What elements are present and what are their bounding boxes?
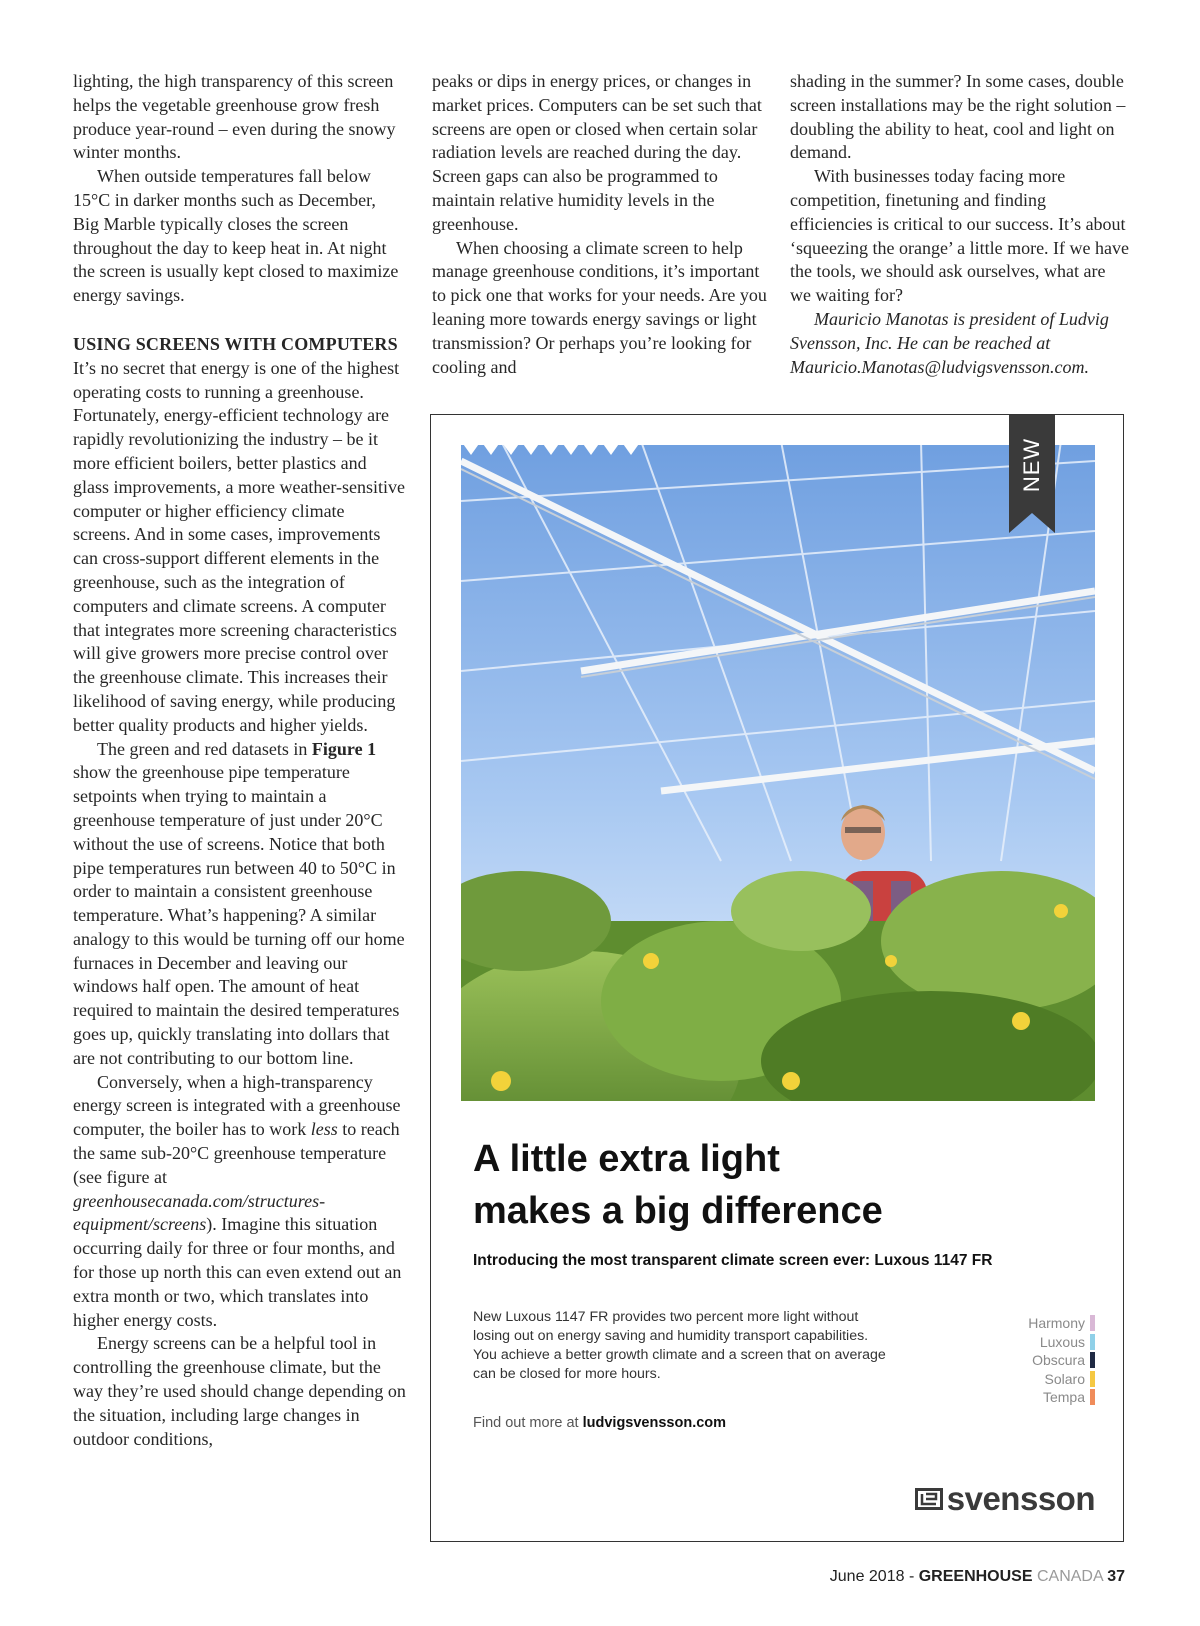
paragraph: Energy screens can be a helpful tool in controlling the greenhouse climate, but the way they’re used should change depending on the situation, including large changes in outdoor conditions,: [73, 1333, 406, 1449]
cta-prefix: Find out more at: [473, 1415, 583, 1431]
issue-date: June 2018 -: [829, 1568, 919, 1585]
product-item: [1028, 1351, 1095, 1370]
ad-photo: [461, 441, 1095, 1101]
page-footer: [830, 1568, 1125, 1586]
color-swatch: [1090, 1352, 1095, 1368]
article-column-1: [73, 70, 406, 1451]
product-item: [1028, 1314, 1095, 1333]
paragraph: It’s no secret that energy is one of the highest operating costs to running a greenhouse. Fortunately, energy-efficient technology are rapidly revolutionizing the industry – be it more efficient boilers, better plastics and glass improvements, a more weather-sensitive computer or higher efficiency climate screens. And in some cases, improvements can cross-support different elements in the greenhouse, such as the integration of computers and climate screens. A computer that integrates more screening characteristics will give growers more precise control over the greenhouse climate. This increases their likelihood of saving energy, while producing better quality products and higher yields.: [73, 357, 406, 735]
new-ribbon-label: NEW: [1019, 437, 1045, 493]
product-item: [1028, 1370, 1095, 1389]
emphasis: less: [310, 1119, 338, 1140]
headline-line: A little extra light: [473, 1138, 780, 1180]
color-swatch: [1090, 1334, 1095, 1350]
ad-cta: [473, 1415, 726, 1431]
paragraph: peaks or dips in energy prices, or changes in market prices. Computers can be set such that screens are open or closed when certain solar radiation levels are reached during the day. Screen gaps can also be programmed to maintain relative humidity levels in the greenhouse.: [432, 71, 762, 234]
text-run: show the greenhouse pipe temperature setpoints when trying to maintain a greenhouse temperature of just under 20°C without the use of screens. Notice that both pipe temperatures run between 40 to 50°C in order to maintain a consistent greenhouse temperature. What’s happening? A similar analogy to this would be turning off our home furnaces in December and leaving our windows half open. The amount of heat required to maintain the desired temperatures goes up, quickly translating into dollars that are not contributing to our bottom line.: [73, 762, 405, 1068]
product-name: Harmony: [1028, 1315, 1085, 1332]
color-swatch: [1090, 1389, 1095, 1405]
svensson-logo-icon: [915, 1488, 943, 1510]
figure-reference: Figure 1: [311, 738, 377, 759]
text-run: to reach the same sub-20°C greenhouse temperature (see figure at: [73, 1119, 400, 1187]
product-name: Obscura: [1032, 1352, 1085, 1369]
greenhouse-photo: [461, 441, 1095, 1101]
paragraph: lighting, the high transparency of this screen helps the vegetable greenhouse grow fresh produce year-round – even during the snowy winter months.: [73, 71, 396, 163]
product-item: [1028, 1388, 1095, 1407]
color-swatch: [1090, 1371, 1095, 1387]
ad-subhead: Introducing the most transparent climate screen ever: Luxous 1147 FR: [473, 1252, 993, 1269]
author-bio: Mauricio Manotas is president of Ludvig Svensson, Inc. He can be reached at Mauricio.Manotas@ludvigsvensson.com.: [790, 308, 1109, 377]
text-run: The green and red datasets in: [97, 738, 312, 759]
section-heading: USING SCREENS WITH COMPUTERS: [73, 333, 398, 354]
color-swatch: [1090, 1315, 1095, 1331]
paragraph: [73, 1071, 406, 1333]
paragraph: With businesses today facing more competition, finetuning and finding efficiencies is critical to our success. It’s about ‘squeezing the orange’ a little more. If we have the tools, we should ask ourselves, what are we waiting for?: [790, 166, 1130, 306]
product-name: Solaro: [1044, 1370, 1085, 1387]
article-column-2: [432, 70, 772, 379]
ad-headline: [473, 1133, 1093, 1237]
page-number: 37: [1107, 1568, 1125, 1585]
product-name: Tempa: [1042, 1389, 1085, 1406]
paragraph: [73, 738, 406, 1071]
cta-link[interactable]: ludvigsvensson.com: [582, 1415, 727, 1431]
article-column-3: [790, 70, 1130, 379]
product-name: Luxous: [1039, 1333, 1085, 1350]
figure-link[interactable]: greenhousecanada.com/structures-equipment/screens: [73, 1190, 326, 1235]
ad-body: New Luxous 1147 FR provides two percent more light without losing out on energy saving and humidity transport capabilities. You achieve a better growth climate and a screen that on average can be closed for more hours.: [473, 1309, 886, 1382]
paragraph: When outside temperatures fall below 15°C in darker months such as December, Big Marble typically closes the screen throughout the day to keep heat in. At night the screen is usually kept closed to maximize energy savings.: [73, 166, 399, 306]
magazine-name-suffix: CANADA: [1032, 1568, 1108, 1585]
text-run: Conversely, when a high-transparency energy screen is integrated with a greenhouse computer, the boiler has to work: [73, 1071, 401, 1140]
logo-text: svensson: [946, 1480, 1095, 1517]
magazine-name: GREENHOUSE: [918, 1568, 1033, 1585]
text-run: ). Imagine this situation occurring daily for three or four months, and for those up north this can even extend out an extra month or two, which translates into higher energy costs.: [73, 1214, 402, 1330]
product-item: [1028, 1333, 1095, 1352]
headline-line: makes a big difference: [473, 1190, 883, 1232]
product-list: [1028, 1314, 1095, 1407]
paragraph: shading in the summer? In some cases, double screen installations may be the right solution – doubling the ability to heat, cool and light on demand.: [790, 71, 1126, 163]
advertisement: [430, 414, 1124, 1542]
paragraph: When choosing a climate screen to help manage greenhouse conditions, it’s important to pick one that works for your needs. Are you leaning more towards energy savings or light transmission? Or perhaps you’re looking for cooling and: [432, 237, 767, 377]
svensson-logo: [915, 1480, 1095, 1518]
